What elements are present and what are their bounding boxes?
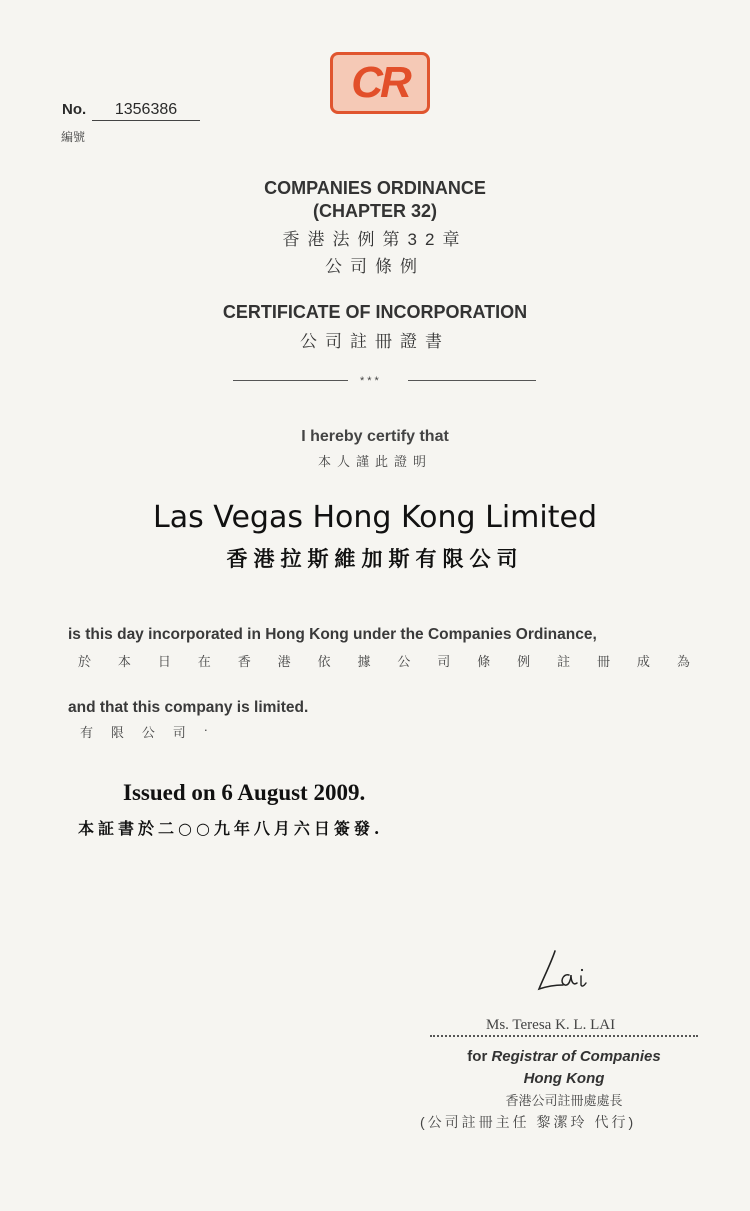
certify-text: I hereby certify that	[301, 428, 449, 445]
certify-text-cjk: 本人謹此證明	[317, 454, 432, 469]
certificate-title-cjk: 公司註冊證書	[300, 332, 450, 351]
cjk-char: 成	[636, 654, 650, 669]
cjk-char: 公	[141, 725, 155, 740]
cr-logo	[330, 52, 430, 114]
registrar-location: Hong Kong	[523, 1070, 605, 1087]
company-name-cjk: 香港拉斯維加斯有限公司	[226, 546, 524, 571]
divider-left	[233, 380, 348, 381]
limited-statement-cjk	[80, 722, 208, 741]
certificate-number-label-cjk: 編號	[61, 130, 86, 144]
cjk-char: 為	[676, 654, 690, 669]
signatory-name: Ms. Teresa K. L. LAI	[486, 1017, 616, 1033]
logo-text: CR	[351, 58, 409, 107]
cjk-char: 註	[557, 654, 571, 669]
handwritten-signature	[535, 945, 595, 995]
cjk-char: 據	[357, 654, 371, 669]
limited-statement: and that this company is limited.	[68, 699, 309, 716]
ordinance-title: COMPANIES ORDINANCE	[264, 178, 486, 198]
cjk-char: 港	[277, 654, 291, 669]
registrar-for-prefix: for	[467, 1048, 488, 1065]
divider-stars: ***	[360, 375, 382, 387]
cjk-char: 冊	[596, 654, 610, 669]
incorporation-statement-cjk	[78, 651, 690, 670]
cjk-char: 香	[237, 654, 251, 669]
cjk-char: 司	[172, 725, 186, 740]
ordinance-title-cjk: 香港法例第32章	[282, 230, 468, 249]
issued-date-cjk: 本証書於二○○九年八月六日簽發.	[78, 819, 384, 838]
cjk-char: 依	[317, 654, 331, 669]
registrar-role-cjk: 香港公司註冊處處長	[505, 1093, 623, 1108]
certificate-number-value: 1356386	[92, 101, 200, 121]
cjk-char: 條	[477, 654, 491, 669]
cjk-char: 例	[517, 654, 531, 669]
cjk-char: 本	[117, 654, 131, 669]
ordinance-subtitle-cjk: 公司條例	[325, 257, 425, 276]
cjk-char: 於	[78, 654, 92, 669]
registrar-role	[430, 1048, 698, 1065]
cjk-char: ·	[203, 722, 208, 737]
issued-date: Issued on 6 August 2009.	[123, 780, 366, 805]
certificate-number-label: No.	[62, 101, 87, 118]
registrar-role-title: Registrar of Companies	[491, 1048, 661, 1065]
deputy-officer-cjk: (公司註冊主任 黎潔玲 代行)	[420, 1114, 637, 1130]
company-name: Las Vegas Hong Kong Limited	[152, 500, 597, 535]
certificate-title: CERTIFICATE OF INCORPORATION	[222, 302, 528, 322]
cjk-char: 限	[110, 725, 124, 740]
cjk-char: 司	[437, 654, 451, 669]
cjk-char: 在	[197, 654, 211, 669]
divider-right	[408, 380, 536, 381]
ordinance-chapter: (CHAPTER 32)	[312, 201, 437, 221]
cjk-char: 有	[80, 725, 94, 740]
incorporation-statement: is this day incorporated in Hong Kong under the Companies Ordinance,	[68, 626, 597, 643]
signature-dotted-line	[430, 1035, 698, 1037]
cjk-char: 公	[397, 654, 411, 669]
cjk-char: 日	[157, 654, 171, 669]
